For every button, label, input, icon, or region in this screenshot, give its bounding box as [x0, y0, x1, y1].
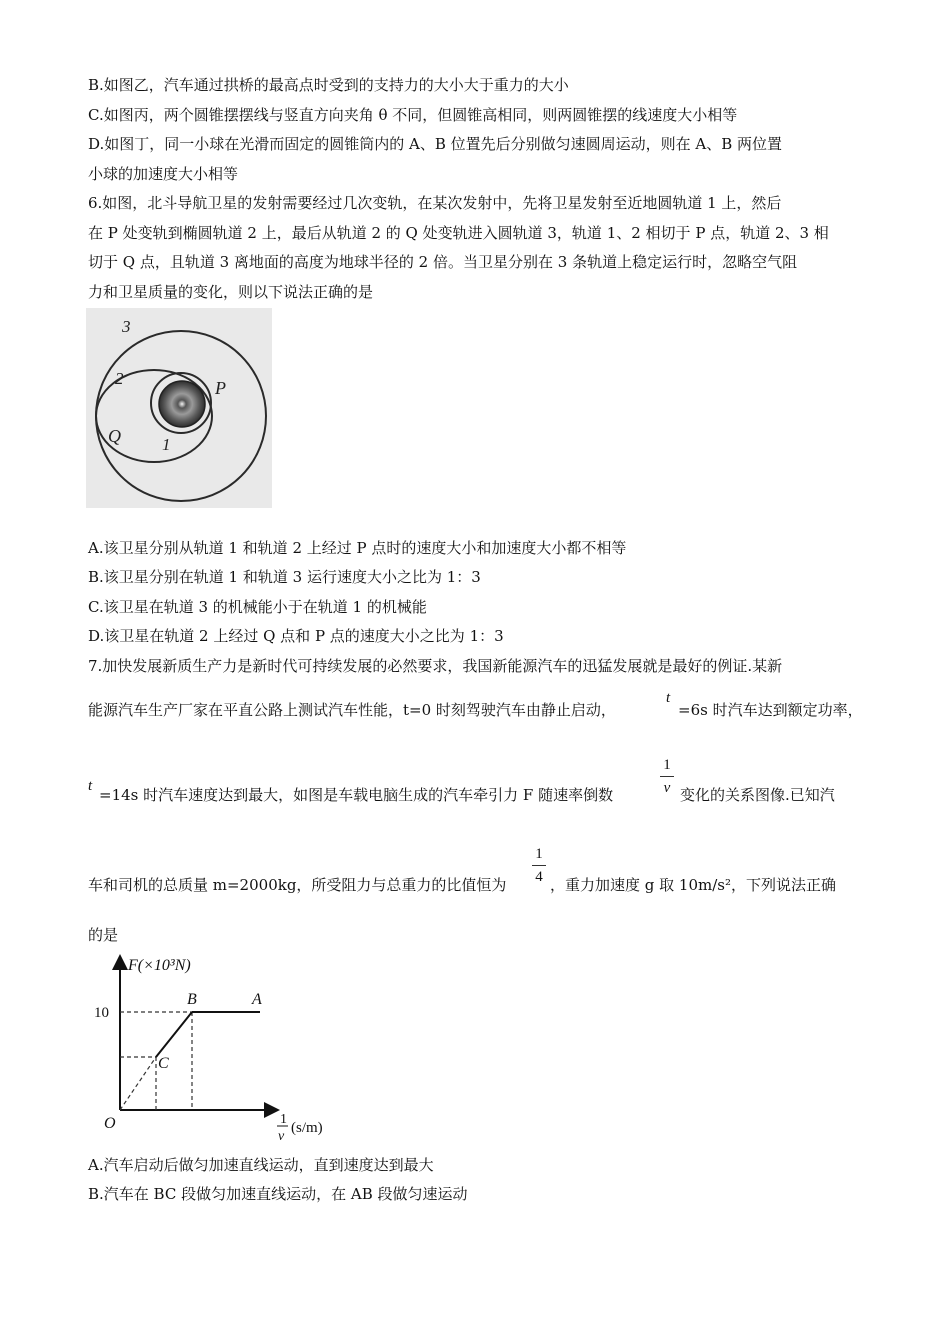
- point-label-C: C: [158, 1055, 169, 1072]
- point-label-A: A: [252, 991, 262, 1008]
- q7-stem-line1: 7.加快发展新质生产力是新时代可持续发展的必然要求，我国新能源汽车的迅猛发展就是最好的例证.某新: [88, 657, 783, 675]
- segment-bc: [156, 1012, 192, 1057]
- earth-disc: [159, 381, 205, 427]
- force-graph: [88, 950, 348, 1145]
- q7-stem-line4b: ，重力加速度 g 取 10m/s²，下列说法正确: [550, 876, 836, 894]
- orbit-label-1: 1: [162, 435, 171, 454]
- orbit-label-Q: Q: [108, 426, 121, 446]
- q6-option-a: A.该卫星分别从轨道 1 和轨道 2 上经过 P 点时的速度大小和加速度大小都不相等: [88, 539, 627, 557]
- q7-symbol-t1: t: [666, 690, 671, 706]
- guide-origin-c: [120, 1057, 156, 1110]
- q7-stem-line5: 的是: [88, 926, 119, 944]
- frac-one-over-v: [660, 756, 674, 797]
- q6-stem-line3: 切于 Q 点，且轨道 3 离地面的高度为地球半径的 2 倍。当卫星分别在 3 条轨道上稳定运行时，忽略空气阻: [88, 253, 798, 271]
- q6-option-b: B.该卫星分别在轨道 1 和轨道 3 运行速度大小之比为 1：3: [88, 568, 481, 586]
- q6-stem-line1: 6.如图，北斗导航卫星的发射需要经过几次变轨，在某次发射中，先将卫星发射至近地圆轨道 1 上，然后: [88, 194, 782, 212]
- frac-v-numerator: 1: [663, 757, 671, 773]
- q7-stem-line4a: 车和司机的总质量 m=2000kg，所受阻力与总重力的比值恒为: [88, 876, 507, 894]
- tick-label-10: 10: [94, 1005, 109, 1021]
- q6-stem-line4: 力和卫星质量的变化，则以下说法正确的是: [88, 283, 374, 301]
- q5-option-d-line1: D.如图丁，同一小球在光滑而固定的圆锥筒内的 A、B 位置先后分别做匀速圆周运动，则在 A、B 两位置: [88, 135, 783, 153]
- q5-option-d-line2: 小球的加速度大小相等: [88, 165, 239, 183]
- x-axis-label-num: 1: [280, 1112, 287, 1127]
- y-axis-label: F(×10³N): [128, 957, 191, 974]
- orbit-label-3: 3: [122, 317, 131, 336]
- x-axis-unit: (s/m): [291, 1120, 323, 1136]
- q7-stem-line3a: =14s 时汽车速度达到最大，如图是车载电脑生成的汽车牵引力 F 随速率倒数: [99, 786, 614, 804]
- q5-option-b: B.如图乙，汽车通过拱桥的最高点时受到的支持力的大小大于重力的大小: [88, 76, 569, 94]
- frac-one-over-four: [532, 845, 546, 886]
- q6-option-c: C.该卫星在轨道 3 的机械能小于在轨道 1 的机械能: [88, 598, 427, 616]
- orbit-label-P: P: [215, 378, 226, 398]
- q5-option-c: C.如图丙，两个圆锥摆摆线与竖直方向夹角 θ 不同，但圆锥高相同，则两圆锥摆的线速度大小相等: [88, 106, 738, 124]
- q7-stem-line3b: 变化的关系图像.已知汽: [680, 786, 835, 804]
- frac-v-denominator: v: [663, 780, 671, 796]
- x-axis-label-den: v: [278, 1129, 285, 1144]
- frac-q-denominator: 4: [535, 869, 543, 885]
- q7-option-a: A.汽车启动后做匀加速直线运动，直到速度达到最大: [88, 1156, 434, 1174]
- q7-symbol-t2: t: [88, 778, 93, 794]
- orbit-figure: [86, 308, 272, 508]
- orbit-label-2: 2: [115, 369, 124, 388]
- q7-stem-line2a: 能源汽车生产厂家在平直公路上测试汽车性能，t=0 时刻驾驶汽车由静止启动，: [88, 701, 616, 719]
- q6-option-d: D.该卫星在轨道 2 上经过 Q 点和 P 点的速度大小之比为 1：3: [88, 627, 504, 645]
- q7-stem-line2b: =6s 时汽车达到额定功率，: [678, 701, 863, 719]
- frac-q-numerator: 1: [535, 846, 543, 862]
- point-label-B: B: [187, 991, 197, 1008]
- q6-stem-line2: 在 P 处变轨到椭圆轨道 2 上，最后从轨道 2 的 Q 处变轨进入圆轨道 3，轨道 1、2 相切于 P 点，轨道 2、3 相: [88, 224, 829, 242]
- q7-option-b: B.汽车在 BC 段做匀加速直线运动，在 AB 段做匀速运动: [88, 1185, 468, 1203]
- origin-label: O: [104, 1115, 116, 1132]
